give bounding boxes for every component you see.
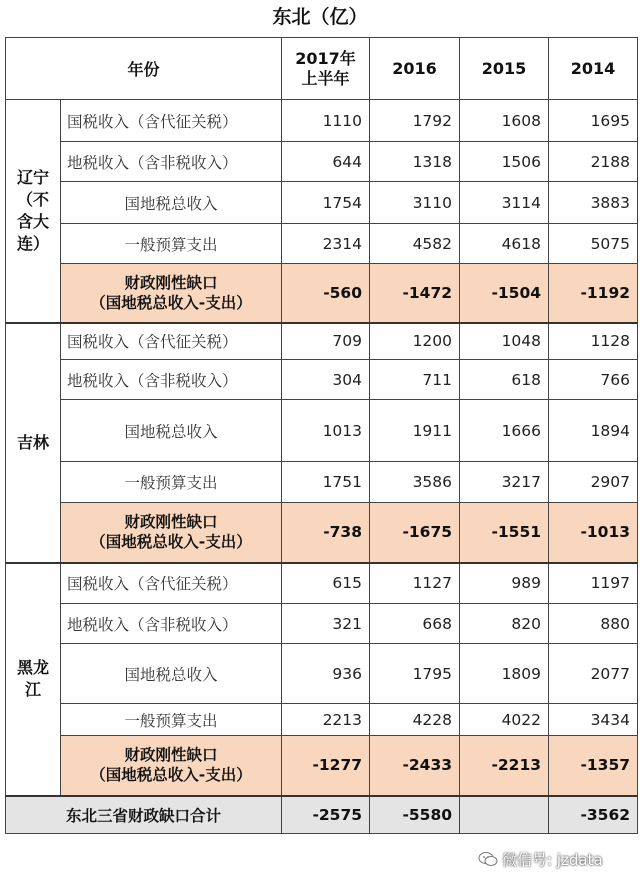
value-cell: 644 bbox=[282, 142, 370, 182]
table-row bbox=[6, 604, 638, 644]
value-cell: 618 bbox=[460, 360, 549, 400]
row-item-label: 财政刚性缺口 （国地税总收入-支出） bbox=[61, 264, 282, 323]
value-cell: 1666 bbox=[460, 400, 549, 462]
value-cell: 5075 bbox=[549, 224, 638, 264]
fiscal-table bbox=[5, 37, 638, 834]
value-cell: 3586 bbox=[370, 462, 460, 503]
value-cell: 3110 bbox=[370, 182, 460, 224]
table-row bbox=[6, 100, 638, 142]
value-cell: 1013 bbox=[282, 400, 370, 462]
table-row bbox=[6, 323, 638, 360]
total-label: 东北三省财政缺口合计 bbox=[6, 796, 282, 834]
row-item-label: 地税收入（含非税收入） bbox=[61, 360, 282, 400]
value-cell: 1911 bbox=[370, 400, 460, 462]
table-row bbox=[6, 360, 638, 400]
value-cell: 936 bbox=[282, 644, 370, 704]
value-cell: 820 bbox=[460, 604, 549, 644]
value-cell: 1110 bbox=[282, 100, 370, 142]
gap-row bbox=[6, 503, 638, 563]
value-cell: 3217 bbox=[460, 462, 549, 503]
value-cell: 1695 bbox=[549, 100, 638, 142]
value-cell: 711 bbox=[370, 360, 460, 400]
row-item-label: 国税收入（含代征关税） bbox=[61, 323, 282, 360]
row-item-label: 国地税总收入 bbox=[61, 644, 282, 704]
value-cell: 1894 bbox=[549, 400, 638, 462]
value-cell: -560 bbox=[282, 264, 370, 323]
value-cell: 4618 bbox=[460, 224, 549, 264]
value-cell: 1127 bbox=[370, 563, 460, 604]
total-value-cell bbox=[460, 796, 549, 834]
watermark-text: 微信号: jzdata bbox=[502, 850, 603, 869]
value-cell: 2314 bbox=[282, 224, 370, 264]
row-item-label: 财政刚性缺口 （国地税总收入-支出） bbox=[61, 503, 282, 563]
value-cell: -1504 bbox=[460, 264, 549, 323]
value-cell: -1357 bbox=[549, 736, 638, 796]
header-row bbox=[6, 38, 638, 100]
value-cell: 709 bbox=[282, 323, 370, 360]
value-cell: -1675 bbox=[370, 503, 460, 563]
header-year-2017h1 bbox=[282, 38, 370, 100]
value-cell: 4582 bbox=[370, 224, 460, 264]
row-item-label: 地税收入（含非税收入） bbox=[61, 604, 282, 644]
header-year-label: 年份 bbox=[6, 38, 282, 100]
value-cell: 2077 bbox=[549, 644, 638, 704]
value-cell: 304 bbox=[282, 360, 370, 400]
row-item-label: 国税收入（含代征关税） bbox=[61, 100, 282, 142]
value-cell: -738 bbox=[282, 503, 370, 563]
gap-row bbox=[6, 736, 638, 796]
value-cell: 766 bbox=[549, 360, 638, 400]
row-item-label: 国税收入（含代征关税） bbox=[61, 563, 282, 604]
value-cell: 1809 bbox=[460, 644, 549, 704]
value-cell: -1551 bbox=[460, 503, 549, 563]
row-item-label: 一般预算支出 bbox=[61, 224, 282, 264]
value-cell: 3114 bbox=[460, 182, 549, 224]
value-cell: 3434 bbox=[549, 704, 638, 736]
row-item-label: 一般预算支出 bbox=[61, 704, 282, 736]
value-cell: -1192 bbox=[549, 264, 638, 323]
value-cell: 2907 bbox=[549, 462, 638, 503]
province-name: 辽宁（不含大连） bbox=[6, 100, 61, 323]
value-cell: 1795 bbox=[370, 644, 460, 704]
value-cell: 1751 bbox=[282, 462, 370, 503]
wechat-icon bbox=[478, 851, 498, 867]
value-cell: 1128 bbox=[549, 323, 638, 360]
header-year-2014: 2014 bbox=[549, 38, 638, 100]
table-row bbox=[6, 400, 638, 462]
table-title: 东北（亿） bbox=[272, 6, 368, 28]
total-value-cell: -2575 bbox=[282, 796, 370, 834]
row-item-label: 财政刚性缺口 （国地税总收入-支出） bbox=[61, 736, 282, 796]
total-value-cell: -3562 bbox=[549, 796, 638, 834]
header-year-2016: 2016 bbox=[370, 38, 460, 100]
row-item-label: 国地税总收入 bbox=[61, 182, 282, 224]
value-cell: 1608 bbox=[460, 100, 549, 142]
value-cell: -1472 bbox=[370, 264, 460, 323]
value-cell: 4022 bbox=[460, 704, 549, 736]
row-item-label: 一般预算支出 bbox=[61, 462, 282, 503]
value-cell: 1048 bbox=[460, 323, 549, 360]
value-cell: 2188 bbox=[549, 142, 638, 182]
row-item-label: 地税收入（含非税收入） bbox=[61, 142, 282, 182]
value-cell: -2433 bbox=[370, 736, 460, 796]
table-row bbox=[6, 563, 638, 604]
province-name: 吉林 bbox=[6, 323, 61, 563]
gap-row bbox=[6, 264, 638, 323]
header-year-2017h1-text: 2017年 上半年 bbox=[295, 48, 356, 88]
value-cell: -1277 bbox=[282, 736, 370, 796]
value-cell: 3883 bbox=[549, 182, 638, 224]
value-cell: 615 bbox=[282, 563, 370, 604]
value-cell: 1506 bbox=[460, 142, 549, 182]
watermark bbox=[478, 848, 603, 870]
value-cell: -2213 bbox=[460, 736, 549, 796]
table-row bbox=[6, 224, 638, 264]
value-cell: 1200 bbox=[370, 323, 460, 360]
table-row bbox=[6, 182, 638, 224]
row-item-label: 国地税总收入 bbox=[61, 400, 282, 462]
value-cell: 4228 bbox=[370, 704, 460, 736]
table-row bbox=[6, 462, 638, 503]
value-cell: 2213 bbox=[282, 704, 370, 736]
table-row bbox=[6, 644, 638, 704]
value-cell: 1318 bbox=[370, 142, 460, 182]
value-cell: 989 bbox=[460, 563, 549, 604]
value-cell: 880 bbox=[549, 604, 638, 644]
value-cell: 1792 bbox=[370, 100, 460, 142]
table-row bbox=[6, 142, 638, 182]
value-cell: 1197 bbox=[549, 563, 638, 604]
table-row bbox=[6, 704, 638, 736]
value-cell: 668 bbox=[370, 604, 460, 644]
province-name: 黑龙江 bbox=[6, 563, 61, 796]
value-cell: -1013 bbox=[549, 503, 638, 563]
total-value-cell: -5580 bbox=[370, 796, 460, 834]
value-cell: 1754 bbox=[282, 182, 370, 224]
total-row bbox=[6, 796, 638, 834]
header-year-2015: 2015 bbox=[460, 38, 549, 100]
value-cell: 321 bbox=[282, 604, 370, 644]
